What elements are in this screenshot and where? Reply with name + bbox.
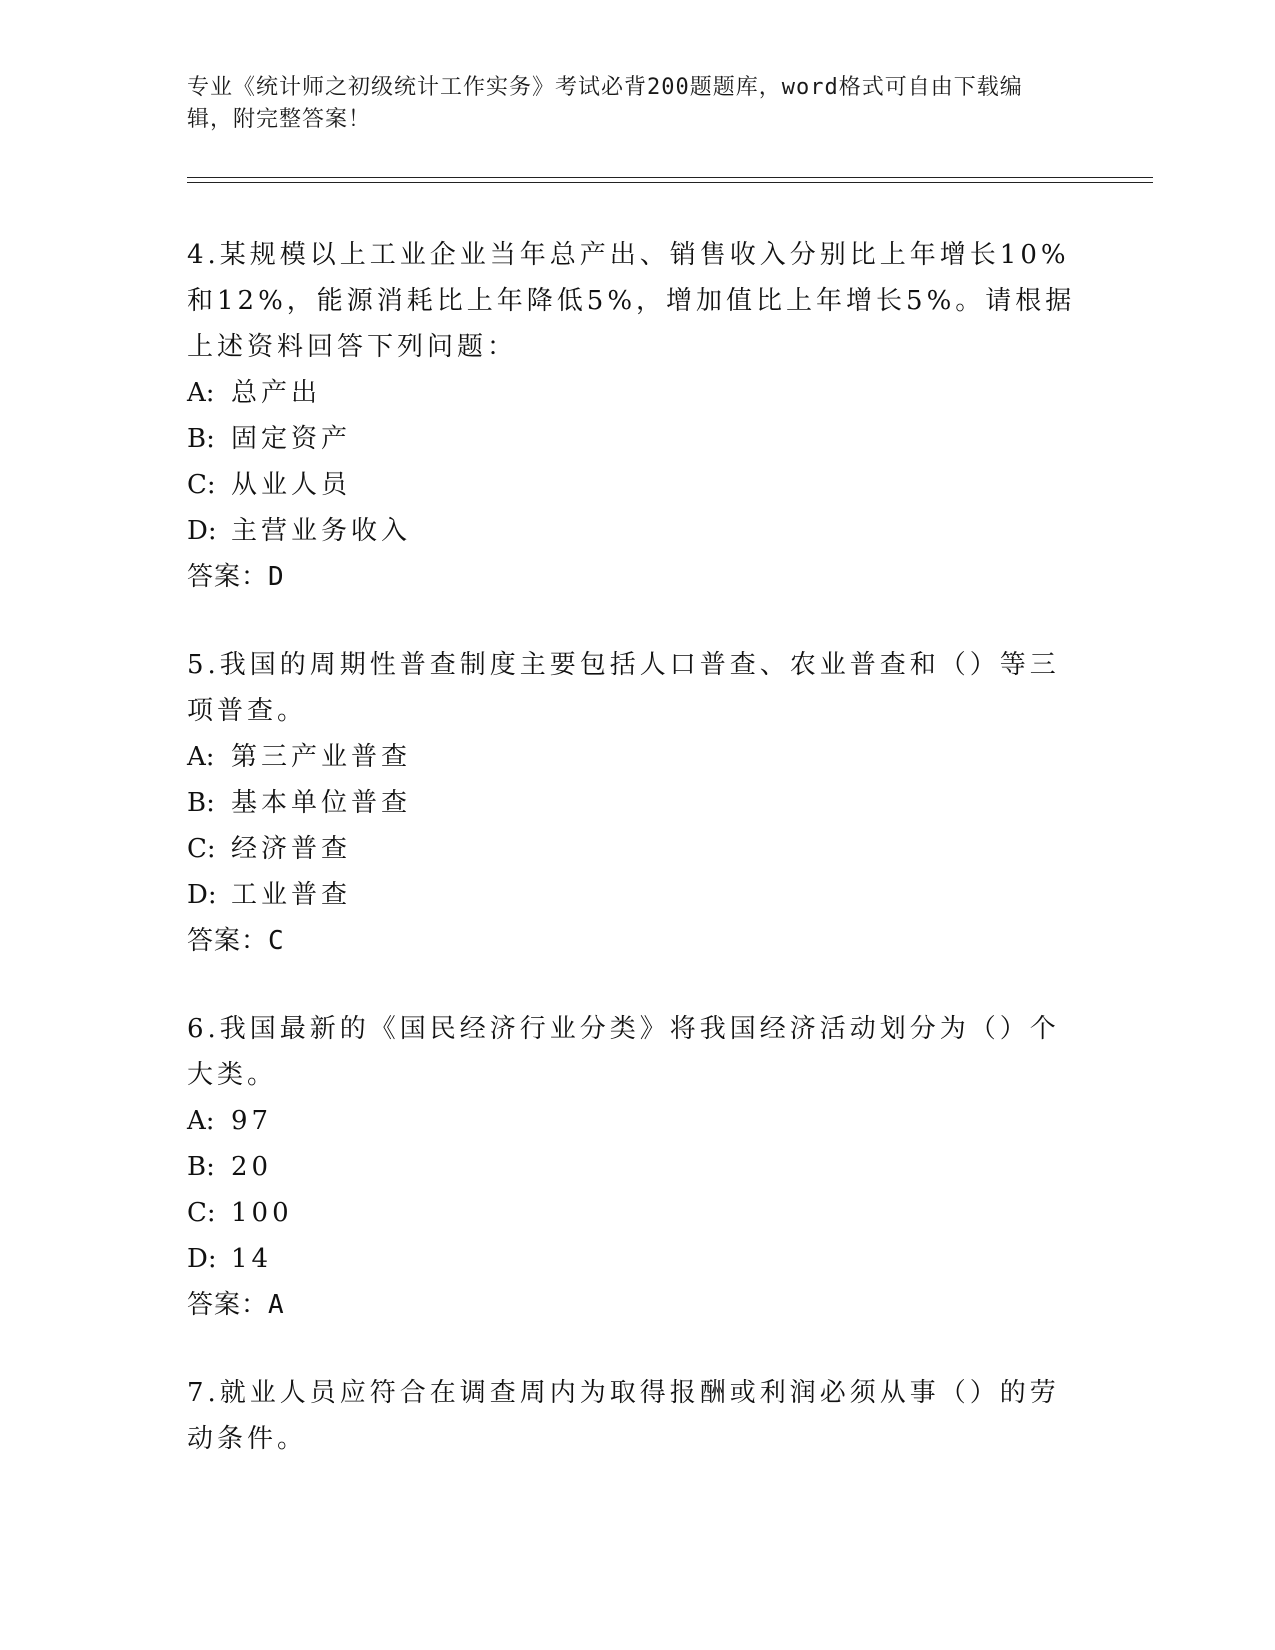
document-header [187, 72, 1067, 136]
question-4 [187, 232, 1087, 600]
option-text: 14 [231, 1244, 273, 1274]
option-letter: A: [187, 378, 215, 408]
option-text: 主营业务收入 [231, 516, 412, 546]
option-c [187, 462, 1087, 508]
option-d [187, 1236, 1087, 1282]
option-text: 工业普查 [231, 880, 352, 910]
header-title: 专业《统计师之初级统计工作实务》考试必背200题题库，word格式可自由下载编辑，附完整答案！ [187, 75, 1023, 132]
answer-line: 答案：D [187, 562, 285, 592]
option-letter: D: [187, 1244, 217, 1274]
option-text: 20 [231, 1152, 273, 1182]
option-d [187, 508, 1087, 554]
question-7 [187, 1370, 1087, 1462]
question-list [187, 232, 1087, 1504]
question-text: 5.我国的周期性普查制度主要包括人口普查、农业普查和（）等三项普查。 [187, 650, 1060, 726]
option-letter: A: [187, 742, 215, 772]
option-d [187, 872, 1087, 918]
option-text: 第三产业普查 [231, 742, 412, 772]
option-letter: C: [187, 1198, 216, 1228]
divider-line-bottom [187, 182, 1153, 183]
divider-line-top [187, 177, 1153, 178]
option-letter: D: [187, 880, 217, 910]
option-text: 基本单位普查 [231, 788, 412, 818]
option-c [187, 826, 1087, 872]
option-text: 总产出 [231, 378, 322, 408]
option-letter: D: [187, 516, 217, 546]
option-letter: B: [187, 788, 215, 818]
option-letter: B: [187, 424, 215, 454]
option-b [187, 1144, 1087, 1190]
question-text: 4.某规模以上工业企业当年总产出、销售收入分别比上年增长10%和12%，能源消耗比上年降低5%，增加值比上年增长5%。请根据上述资料回答下列问题： [187, 240, 1076, 362]
question-text: 7.就业人员应符合在调查周内为取得报酬或利润必须从事（）的劳动条件。 [187, 1378, 1060, 1454]
option-text: 97 [231, 1106, 273, 1136]
answer-line: 答案：A [187, 1290, 285, 1320]
option-letter: A: [187, 1106, 215, 1136]
option-letter: B: [187, 1152, 215, 1182]
option-text: 经济普查 [231, 834, 352, 864]
question-5 [187, 642, 1087, 964]
question-text: 6.我国最新的《国民经济行业分类》将我国经济活动划分为（）个大类。 [187, 1014, 1060, 1090]
option-letter: C: [187, 470, 216, 500]
option-text: 从业人员 [231, 470, 352, 500]
option-a [187, 370, 1087, 416]
option-a [187, 1098, 1087, 1144]
option-text: 固定资产 [231, 424, 352, 454]
option-b [187, 780, 1087, 826]
option-b [187, 416, 1087, 462]
answer-line: 答案：C [187, 926, 285, 956]
header-divider [187, 177, 1153, 183]
option-a [187, 734, 1087, 780]
question-6 [187, 1006, 1087, 1328]
option-c [187, 1190, 1087, 1236]
option-letter: C: [187, 834, 216, 864]
option-text: 100 [231, 1198, 293, 1228]
